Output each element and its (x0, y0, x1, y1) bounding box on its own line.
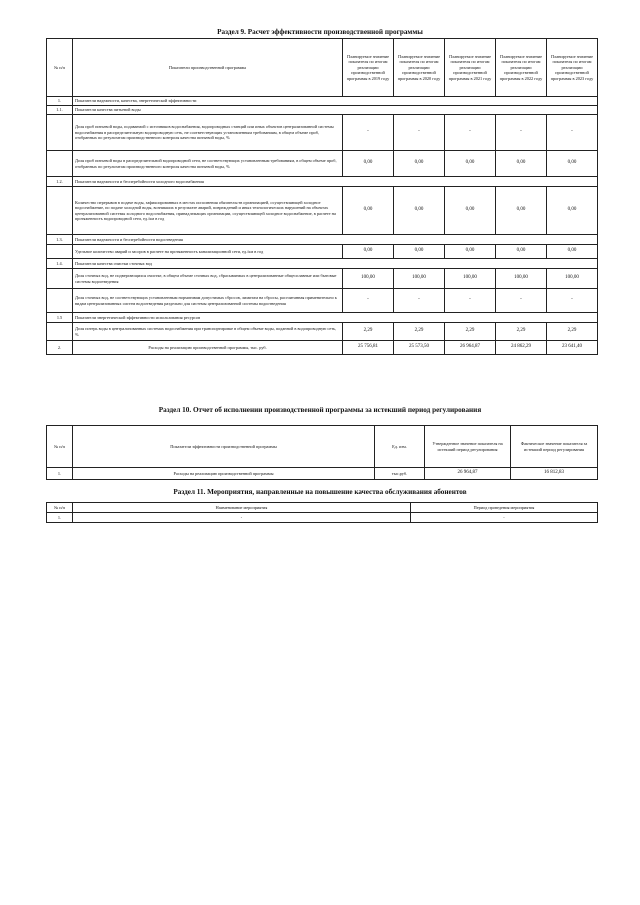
table-row (47, 177, 598, 187)
table-row (47, 97, 598, 106)
s10-header-num: № п/п (47, 426, 73, 468)
row-number (47, 323, 73, 341)
row-number: 1.3. (47, 235, 73, 245)
year-value: 0,00 (547, 245, 598, 259)
row-number: 1.1. (47, 106, 73, 115)
group-label: Показатели надежности и бесперебойности холодного водоснабжения (73, 177, 598, 187)
year-value: 0,00 (496, 187, 547, 235)
section10-title: Раздел 10. Отчет об исполнении производственной программы за истекший период регулирования (158, 406, 482, 414)
group-label: Показатели качества очистки сточных вод (73, 259, 598, 269)
row-number (47, 151, 73, 177)
table-row (47, 245, 598, 259)
row-number (47, 245, 73, 259)
s10-header-actual: Фактическое значение показателя за истекший период регулирования (511, 426, 598, 468)
year-value: 0,00 (445, 245, 496, 259)
s11-row-num: 1. (47, 513, 73, 523)
year-value: 26 964,87 (445, 341, 496, 355)
table-row (47, 323, 598, 341)
section11-title: Раздел 11. Мероприятия, направленные на повышение качества обслуживания абонентов (173, 488, 467, 496)
s11-header-num: № п/п (47, 503, 73, 513)
row-number (47, 289, 73, 313)
year-value: 100,00 (445, 269, 496, 289)
year-value: - (547, 289, 598, 313)
s10-header-indicator: Показатели эффективности производственной программы (73, 426, 375, 468)
table-row (47, 341, 598, 355)
group-label: Показатели энергетической эффективности использования ресурсов (73, 313, 598, 323)
s10-header-approved: Утвержденное значение показателя на истекший период регулирования (425, 426, 511, 468)
year-value: 0,00 (445, 151, 496, 177)
indicator-label: Доля проб питьевой воды в распределительной водопроводной сети, не соответствующих установленным требованиям, в общем объеме проб, отобранных по результатам производственного контроля качества питьевой воды, % (73, 151, 343, 177)
indicator-label: Доля потерь воды в централизованных системах водоснабжения при транспортировке в общем объеме воды, поданной в водопроводную сеть, % (73, 323, 343, 341)
year-value: - (496, 115, 547, 151)
year-value: 2,29 (343, 323, 394, 341)
year-value: - (496, 289, 547, 313)
table-row (47, 313, 598, 323)
s9-header-year: Планируемое значение показателя по итогам реализации производственной программы в 2019 году (343, 39, 394, 97)
s11-row-name: - (73, 513, 411, 523)
table-row (47, 289, 598, 313)
year-value: 24 862,29 (496, 341, 547, 355)
year-value: 0,00 (394, 245, 445, 259)
s9-header-year: Планируемое значение показателя по итогам реализации производственной программы в 2023 году (547, 39, 598, 97)
indicator-label: Расходы на реализацию производственной программы, тыс. руб. (73, 341, 343, 355)
indicator-label: Доля сточных вод, не подвергающихся очистке, в общем объеме сточных вод, сбрасываемых в централизованные общесплавные или бытовые системы водоотведения (73, 269, 343, 289)
row-number (47, 115, 73, 151)
year-value: - (343, 115, 394, 151)
s10-row-unit: тыс.руб. (375, 468, 425, 480)
year-value: - (445, 115, 496, 151)
s10-row-actual: 16 812,83 (511, 468, 598, 480)
table-row (47, 259, 598, 269)
table-row (47, 187, 598, 235)
s9-header-year: Планируемое значение показателя по итогам реализации производственной программы в 2020 году (394, 39, 445, 97)
s9-header-year: Планируемое значение показателя по итогам реализации производственной программы в 2022 году (496, 39, 547, 97)
year-value: 2,29 (445, 323, 496, 341)
year-value: 2,29 (496, 323, 547, 341)
section10-table (46, 425, 598, 480)
s9-header-num: № п/п (47, 39, 73, 97)
row-number: 1. (47, 97, 73, 106)
row-number: 2. (47, 341, 73, 355)
year-value: 2,29 (547, 323, 598, 341)
year-value: 2,29 (394, 323, 445, 341)
s10-row-label: Расходы на реализацию производственной программы (73, 468, 375, 480)
year-value: - (394, 115, 445, 151)
year-value: 0,00 (343, 245, 394, 259)
section9-title: Раздел 9. Расчет эффективности производственной программы (217, 28, 423, 36)
year-value: 25 756,81 (343, 341, 394, 355)
year-value: 0,00 (394, 187, 445, 235)
s10-header-unit: Ед. изм. (375, 426, 425, 468)
s11-header-period: Период проведения мероприятия (411, 503, 598, 513)
row-number (47, 187, 73, 235)
year-value: 100,00 (343, 269, 394, 289)
year-value: 0,00 (547, 151, 598, 177)
s9-header-indicator: Показатели производственной программы (73, 39, 343, 97)
s9-header-year: Планируемое значение показателя по итогам реализации производственной программы в 2021 году (445, 39, 496, 97)
section9-table (46, 38, 598, 355)
group-label: Показатели надежности, качества, энергетической эффективности (73, 97, 598, 106)
year-value: 100,00 (547, 269, 598, 289)
row-number: 1.4. (47, 259, 73, 269)
group-label: Показатели качества питьевой воды (73, 106, 598, 115)
year-value: - (445, 289, 496, 313)
year-value: - (343, 289, 394, 313)
table-row (47, 115, 598, 151)
indicator-label: Удельное количество аварий и засоров в расчете на протяженность канализационной сети, ед./км в год (73, 245, 343, 259)
year-value: 0,00 (445, 187, 496, 235)
year-value: - (547, 115, 598, 151)
table-row (47, 106, 598, 115)
table-row (47, 151, 598, 177)
s11-header-name: Наименование мероприятия (73, 503, 411, 513)
row-number (47, 269, 73, 289)
year-value: 0,00 (394, 151, 445, 177)
year-value: 23 641,40 (547, 341, 598, 355)
year-value: 0,00 (496, 151, 547, 177)
year-value: 0,00 (547, 187, 598, 235)
group-label: Показатели надежности и бесперебойности водоотведения (73, 235, 598, 245)
s11-row-period: - (411, 513, 598, 523)
year-value: 0,00 (496, 245, 547, 259)
row-number: 1.5 (47, 313, 73, 323)
s10-row-num: 1. (47, 468, 73, 480)
year-value: - (394, 289, 445, 313)
indicator-label: Доля сточных вод, не соответствующих установленным нормативам допустимых сбросов, лимитам на сбросы, рассчитанная применительно к видам централизованных систем водоотведения раздельно для системы централизованной системы водоотведения (73, 289, 343, 313)
year-value: 25 573,50 (394, 341, 445, 355)
row-number: 1.2. (47, 177, 73, 187)
year-value: 0,00 (343, 151, 394, 177)
table-row (47, 235, 598, 245)
year-value: 0,00 (343, 187, 394, 235)
s10-row-approved: 26 964,87 (425, 468, 511, 480)
year-value: 100,00 (394, 269, 445, 289)
indicator-label: Доля проб питьевой воды, подаваемой с источников водоснабжения, водопроводных станций или иных объектов централизованной системы водоснабжения в распределительную водопроводную сеть, не соответствующих установленным требованиям, в общем объеме проб, отобранных по результатам производственного контроля качества питьевой воды, % (73, 115, 343, 151)
indicator-label: Количество перерывов в подаче воды, зафиксированных в местах исполнения обязательств организацией, осуществляющей холодное водоснабжение, по подаче холодной воды, возникших в результате аварий, повреждений и иных технологических нарушений на объектах централизованной системы холодного водоснабжения, принадлежащих организации, осуществляющей холодное водоснабжение, в расчете на протяженность водопроводной сети, ед./км в год (73, 187, 343, 235)
table-row (47, 269, 598, 289)
year-value: 100,00 (496, 269, 547, 289)
section11-table (46, 502, 598, 523)
